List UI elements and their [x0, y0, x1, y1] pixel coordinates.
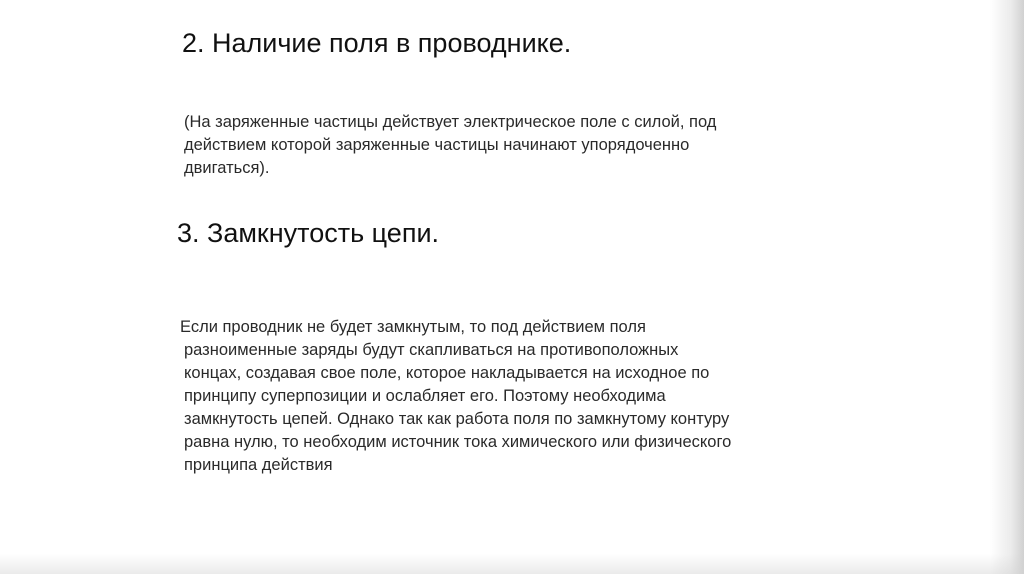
- note-line: двигаться).: [184, 159, 270, 177]
- slide-edge-shadow-bottom: [0, 554, 1024, 574]
- note-line: (На заряженные частицы действует электрическое поле с силой, под: [184, 113, 717, 131]
- body-line: равна нулю, то необходим источник тока химического или физического: [184, 433, 732, 451]
- heading-closed-circuit: 3. Замкнутость цепи.: [177, 218, 440, 248]
- note-line: действием которой заряженные частицы начинают упорядоченно: [184, 136, 690, 154]
- note-paragraph: [184, 111, 824, 180]
- body-line: разноименные заряды будут скапливаться на противоположных: [184, 341, 679, 359]
- slide-edge-shadow-right: [990, 0, 1024, 574]
- body-line: концах, создавая свое поле, которое накладывается на исходное по: [184, 364, 710, 382]
- body-paragraph: [180, 316, 840, 477]
- body-line: принципа действия: [184, 456, 333, 474]
- body-line: замкнутость цепей. Однако так как работа поля по замкнутому контуру: [184, 410, 730, 428]
- body-line: принципу суперпозиции и ослабляет его. Поэтому необходима: [184, 387, 666, 405]
- body-line: Если проводник не будет замкнутым, то под действием поля: [180, 318, 646, 336]
- heading-field-in-conductor: 2. Наличие поля в проводнике.: [182, 28, 572, 58]
